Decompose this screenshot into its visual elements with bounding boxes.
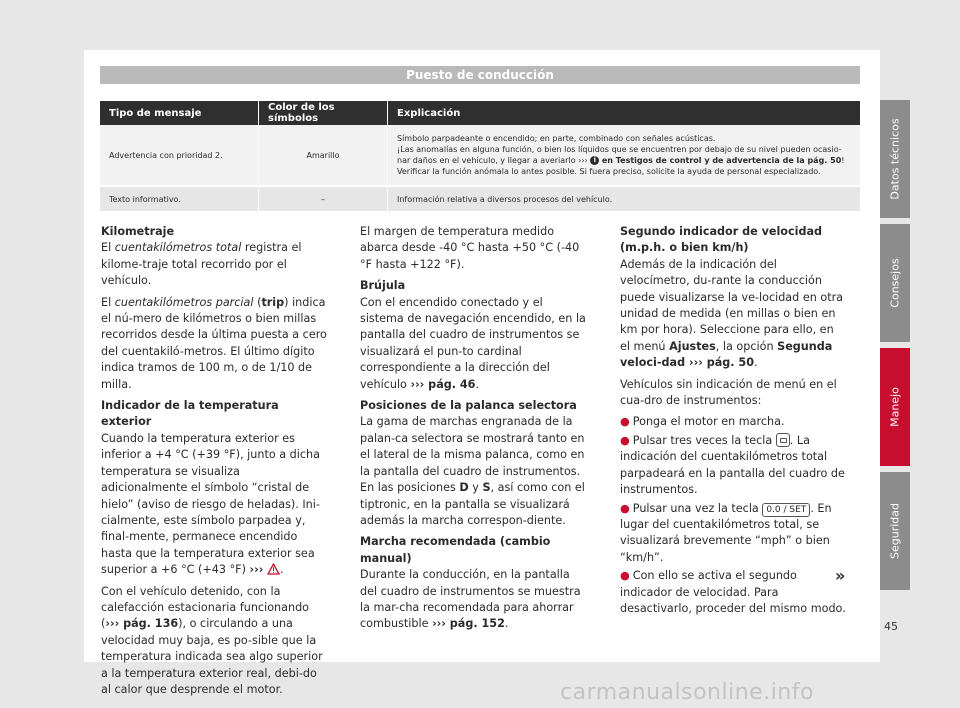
paragraph — [101, 431, 327, 579]
heading-selector-lever: Posiciones de la palanca selectora — [360, 399, 577, 413]
bullet-icon: ● — [620, 569, 630, 583]
heading-recommended-gear: Marcha recomendada (cambio manual) — [360, 535, 551, 565]
table-row — [100, 186, 860, 212]
ref-arrow: ››› — [578, 156, 588, 165]
cross-reference-link[interactable]: ››› pág. 50 — [685, 356, 754, 370]
tab-seguridad[interactable] — [880, 472, 910, 590]
paragraph: Vehículos sin indicación de menú en el cua-dro de instrumentos: — [620, 377, 837, 408]
table-header-cell: Explicación — [388, 101, 861, 125]
table-cell-type: Texto informativo. — [100, 186, 259, 212]
text: Con el encendido conectado y el sistema de navegación encendido, en la pantalla del cuadro de instrumentos se visualizará el pun-to cardinal correspondiente a la dirección del vehículo — [360, 295, 586, 391]
text: El — [101, 295, 115, 309]
info-icon: i — [590, 156, 599, 165]
term: cuentakilómetros parcial — [114, 295, 254, 309]
list-item — [620, 568, 846, 617]
expl-line: Verificar la función anómala lo antes posible. Si fuera preciso, solicite la ayuda de personal especializado. — [397, 167, 821, 176]
cross-reference-link[interactable]: en Testigos de control y de advertencia de la pág. 50 — [601, 156, 842, 165]
tab-label: Datos técnicos — [888, 118, 902, 200]
text: . — [279, 563, 284, 577]
paragraph — [360, 567, 586, 633]
paragraph — [101, 240, 327, 289]
text: , así como con el tiptronic, en la pantalla se visualizará además la marcha correspon-diente. — [360, 481, 585, 527]
heading-compass: Brújula — [360, 279, 406, 293]
paragraph — [101, 295, 327, 393]
message-table — [100, 101, 860, 213]
list-item — [620, 501, 846, 567]
text: Con el vehículo detenido, con la calefacción estacionaria funcionando ( — [101, 584, 310, 631]
text: El — [101, 241, 115, 255]
watermark: carmanualsonline.info — [560, 680, 814, 705]
text-column-2 — [360, 224, 586, 638]
text-column-3 — [620, 224, 846, 622]
section-header: Puesto de conducción — [100, 66, 860, 84]
text: Con ello se activa el segundo indicador de velocidad. Para desactivarlo, proceder del mismo modo. — [620, 569, 846, 615]
tab-manejo[interactable] — [880, 348, 910, 466]
text: Ponga el motor en marcha. — [632, 415, 785, 429]
table-cell-color: Amarillo — [259, 125, 388, 186]
menu-name: Ajustes — [669, 339, 716, 353]
set-key-icon: 0.0 / SET — [762, 503, 810, 517]
tab-consejos[interactable] — [880, 224, 910, 342]
paragraph — [360, 295, 586, 393]
tab-label: Manejo — [888, 387, 902, 427]
table-header-row — [100, 101, 860, 125]
paragraph — [101, 584, 327, 699]
expl-line: Símbolo parpadeante o encendido; en parte, combinado con señales acústicas. — [397, 134, 716, 143]
text: Además de la indicación del velocímetro, du-rante la conducción puede visualizarse la ve-locidad en otra unidad de medida (en millas o bien en km por hora). Seleccione para ello, en el menú — [620, 257, 844, 353]
table-cell-explanation: Información relativa a diversos procesos del vehículo. — [388, 186, 861, 212]
table-cell-color: – — [259, 186, 388, 212]
paragraph: El margen de temperatura medido abarca desde -40 °C hasta +50 °C (-40 °F hasta +122 °F). — [360, 225, 580, 271]
warning-triangle-icon[interactable] — [267, 563, 280, 575]
bullet-icon: ● — [620, 415, 630, 429]
table-cell-type: Advertencia con prioridad 2. — [100, 125, 259, 186]
bullet-icon: ● — [620, 501, 630, 515]
expl-end: ! — [841, 156, 845, 165]
text: , la opción — [715, 339, 778, 353]
text: . — [753, 356, 758, 370]
list-item — [620, 433, 846, 499]
tab-label: Consejos — [888, 258, 902, 308]
text: Pulsar tres veces la tecla — [632, 433, 776, 447]
cross-reference-link[interactable]: ››› pág. 46 — [410, 377, 476, 391]
term: cuentakilómetros total — [114, 241, 242, 255]
heading-second-speed: Segundo indicador de velocidad (m.p.h. o bien km/h) — [620, 225, 823, 255]
bullet-icon: ● — [620, 433, 630, 447]
cross-reference-link[interactable]: ››› pág. 152 — [432, 617, 505, 631]
text: y — [468, 481, 483, 495]
tab-datos-tecnicos[interactable] — [880, 100, 910, 218]
text: Pulsar una vez la tecla — [632, 501, 763, 515]
table-row — [100, 125, 860, 186]
continue-arrow-icon: » — [835, 566, 846, 585]
paragraph — [360, 414, 586, 529]
text: Durante la conducción, en la pantalla del cuadro de instrumentos se muestra la mar-cha recomendada para ahorrar combustible — [360, 568, 581, 631]
cross-reference-link[interactable]: ››› pág. 136 — [105, 617, 179, 631]
text: ) indica el nú-mero de kilómetros o bien millas recorridos desde la última puesta a cero del cuentakiló-metros. El último dígito indica tramos de 100 m, o de 1/10 de milla. — [101, 295, 327, 391]
text: registra el kilome-traje total recorrido por el vehículo. — [101, 241, 302, 288]
gear-s: S — [482, 481, 491, 495]
heading-kilometraje: Kilometraje — [101, 225, 175, 238]
heading-temperature: Indicador de la temperatura exterior — [101, 399, 279, 429]
text: . — [504, 617, 509, 631]
page-number: 45 — [884, 620, 898, 633]
text: . — [475, 377, 480, 391]
list-item — [620, 414, 846, 430]
table-header-cell: Color de los símbolos — [259, 101, 388, 125]
text-column-1 — [101, 224, 327, 703]
trip-label: trip — [261, 295, 285, 309]
table-header-cell: Tipo de mensaje — [100, 101, 259, 125]
tab-label: Seguridad — [888, 503, 902, 559]
table-cell-explanation — [388, 125, 861, 186]
text: ), o circulando a una velocidad muy baja, es po-sible que la temperatura indicada sea algo superior a la temperatura exterior real, debi-do al calor que desprende el motor. — [101, 617, 323, 696]
trip-key-icon — [776, 433, 790, 447]
ref-arrow: ››› — [249, 563, 264, 577]
expl-line: ¡Las anomalías en alguna función, o bien los líquidos que se encuentren por debajo de su nivel pueden ocasio-nar daños en el vehículo, y llegar a averiarlo — [397, 145, 842, 165]
gear-d: D — [459, 481, 469, 495]
text: ( — [253, 295, 262, 309]
text: Cuando la temperatura exterior es inferior a +4 °C (+39 °F), junto a dicha temperatura se visualiza adicionalmente el símbolo “cristal de hielo” (aviso de riesgo de heladas). Ini-cialmente, este símbolo parpadea y, final-mente, permanece encendido hasta que la temperatura exterior sea superior a +6 °C (+43 °F) — [101, 431, 320, 577]
text: . En lugar del cuentakilómetros total, se visualizará brevemente “mph” o bien “km/h”. — [620, 501, 832, 564]
text: La gama de marchas engranada de la palan-ca selectora se mostrará tanto en el lateral de la misma palanca, como en la pantalla del cuadro de instrumentos. En las posiciones — [360, 415, 585, 495]
menu-option: Segunda veloci-dad — [620, 339, 833, 370]
text: . La indicación del cuentakilómetros total parpadeará en la pantalla del cuadro de instrumentos. — [620, 433, 845, 497]
paragraph — [620, 257, 846, 372]
